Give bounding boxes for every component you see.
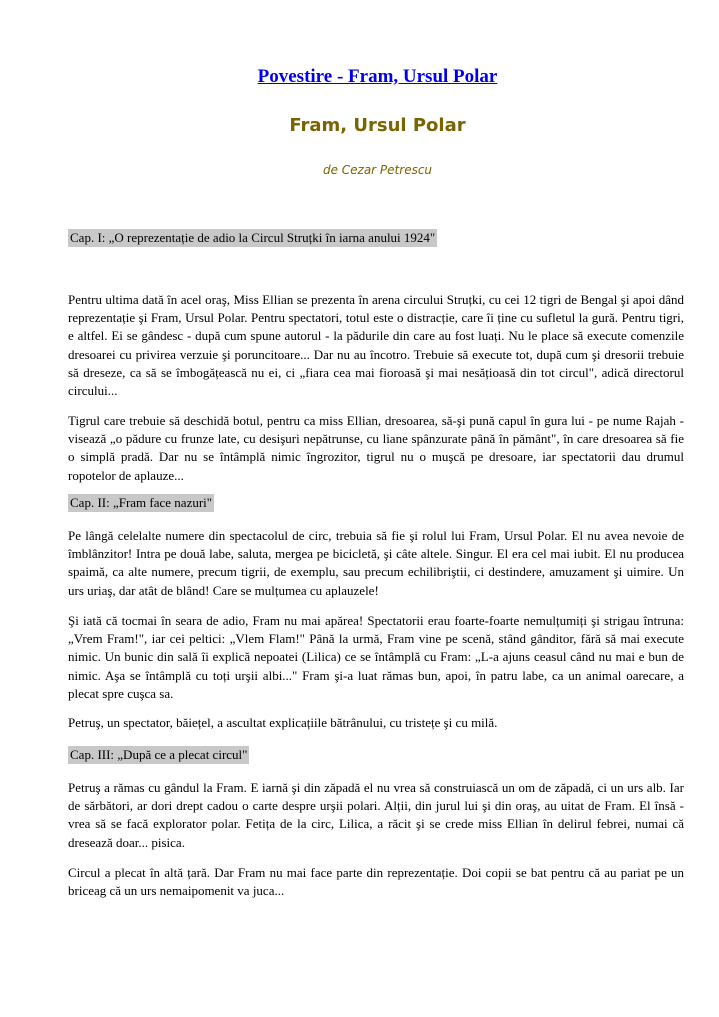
chapter-2-heading: Cap. II: „Fram face nazuri" [70, 495, 213, 510]
author-line: de Cezar Petrescu [322, 163, 433, 177]
chapter-1-heading: Cap. I: „O reprezentație de adio la Circul Struțki în iarna anului 1924" [70, 230, 436, 245]
title-link[interactable]: Povestire - Fram, Ursul Polar [257, 66, 498, 87]
chapter-3-heading: Cap. III: „După ce a plecat circul" [70, 747, 248, 762]
paragraph-2: Tigrul care trebuie să deschidă botul, pentru ca miss Ellian, dresoarea, să-şi pună capul în gura lui - pe nume Rajah - visează „o pădure cu frunze late, cu desişuri nepătrunse, cu liane spânzurate până în pământ", în care dresoarea să fie o simplă pradă. Dar nu se întâmplă nimic îngrozitor, tigrul nu o muşcă pe dresoare, iar spectatorii dau drumul ropotelor de aplauze... [68, 413, 684, 483]
paragraph-4: Şi iată că tocmai în seara de adio, Fram nu mai apărea! Spectatorii erau foarte-foarte nemulțumiți şi strigau întruna: „Vrem Fram!", iar cei peltici: „Vlem Flam!" Până la urmă, Fram vine pe scenă, stând gânditor, fără să mai execute nimic. Un bunic din sală îi explică nepoatei (Lilica) ce se întâmplă cu Fram: „L-a ajuns ceasul când nu mai e bun de nimic. Aşa se întâmplă cu toți urşii albi..." Fram şi-a luat rămas bun, apoi, în patru labe, ca un animal oarecare, a plecat spre cuşca sa. [68, 613, 684, 701]
paragraph-1: Pentru ultima dată în acel oraş, Miss Ellian se prezenta în arena circului Struțki, cu cei 12 tigri de Bengal şi apoi dând reprezentație şi Fram, Ursul Polar. Pentru spectatori, totul este o distracție, care îi ține cu sufletul la gură. Pentru tigri, e altfel. Ei se gândesc - după cum spune autorul - la pădurile din care au fost luați. Nu le place să execute comenzile dresoarei cu privirea verzuie şi poruncitoare... Dar nu au încotro. Trebuie să execute tot, după cum şi dresorii trebuie să dreseze, ca să se îmbogățească nu ei, ci „fiara cea mai fioroasă şi mai nesățioasă din tot circul", adică directorul circului... [68, 292, 684, 399]
paragraph-7: Circul a plecat în altă țară. Dar Fram nu mai face parte din reprezentație. Doi copii se bat pentru că au pariat pe un briceag că un urs nemaipomenit va juca... [68, 865, 684, 899]
paragraph-3: Pe lângă celelalte numere din spectacolul de circ, trebuia să fie şi rolul lui Fram, Ursul Polar. El nu avea nevoie de îmblânzitor! Intra pe două labe, saluta, mergea pe bicicletă, şi câte altele. Singur. El era cel mai iubit. El nu producea spaimă, ca alte numere, precum tigrii, de exemplu, sau precum echilibriştii, ci destindere, amuzament şi uimire. Un urs uriaş, dar atât de blând! Care se mulțumea cu aplauzele! [68, 528, 684, 598]
paragraph-5: Petruş, un spectator, băiețel, a ascultat explicațiile bătrânului, cu tristețe şi cu milă. [68, 715, 498, 730]
story-subtitle: Fram, Ursul Polar [289, 115, 466, 136]
paragraph-6: Petruş a rămas cu gândul la Fram. E iarnă şi din zăpadă el nu vrea să construiască un om de zăpadă, ci un urs alb. Iar de sărbători, ar dori drept cadou o carte despre urşii polari. Alții, din jurul lui şi din oraş, au uitat de Fram. El însă - vrea să se facă explorator polar. Fetița de la circ, Lilica, a răcit şi se crede miss Ellian în delirul febrei, numai că dresează doar... pisica. [68, 780, 684, 850]
